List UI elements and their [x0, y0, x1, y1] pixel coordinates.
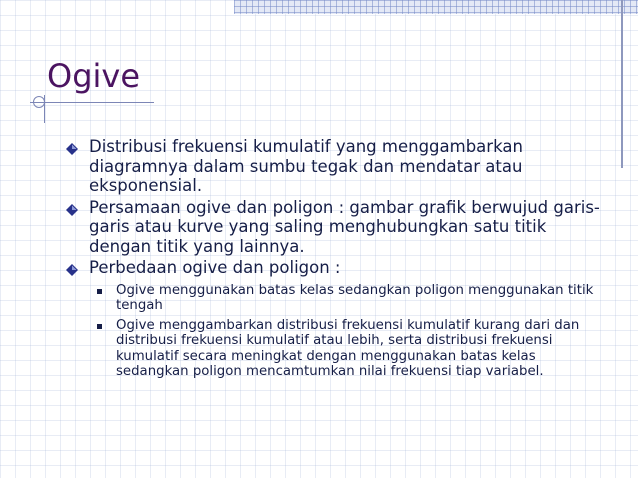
bullet-text: Distribusi frekuensi kumulatif yang menggambarkan diagramnya dalam sumbu tegak dan mendatar atau eksponensial.	[89, 137, 523, 195]
slide-title: Ogive	[47, 57, 141, 95]
sub-bullet-item	[97, 318, 611, 380]
bullet-item	[66, 258, 611, 278]
bullet-item	[66, 137, 611, 196]
top-decorative-bar	[234, 0, 638, 14]
sub-bullet-list	[66, 279, 611, 381]
title-underline	[30, 102, 154, 103]
title-circle-ornament	[33, 96, 45, 108]
diamond-bullet-icon	[66, 264, 78, 276]
square-bullet-icon	[97, 289, 102, 294]
sub-bullet-text: Ogive menggambarkan distribusi frekuensi kumulatif kurang dari dan distribusi frekuensi kumulatif atau lebih, serta distribusi frekuensi kumulatif secara meningkat dengan menggunakan batas kelas sedangkan poligon mencamtumkan nilai frekuensi tiap variabel.	[116, 317, 580, 380]
sub-bullet-text: Ogive menggunakan batas kelas sedangkan poligon menggunakan titik tengah	[116, 282, 594, 314]
sub-bullet-item	[97, 283, 611, 314]
bullet-list	[66, 137, 611, 380]
bullet-item	[66, 198, 611, 257]
bullet-text: Persamaan ogive dan poligon : gambar grafik berwujud garis-garis atau kurve yang saling menghubungkan satu titik dengan titik yang lainnya.	[89, 197, 600, 256]
diamond-bullet-icon	[66, 143, 78, 155]
diamond-bullet-icon	[66, 204, 78, 216]
right-decorative-line	[621, 0, 623, 168]
bullet-text: Perbedaan ogive dan poligon :	[89, 258, 341, 277]
square-bullet-icon	[97, 324, 102, 329]
